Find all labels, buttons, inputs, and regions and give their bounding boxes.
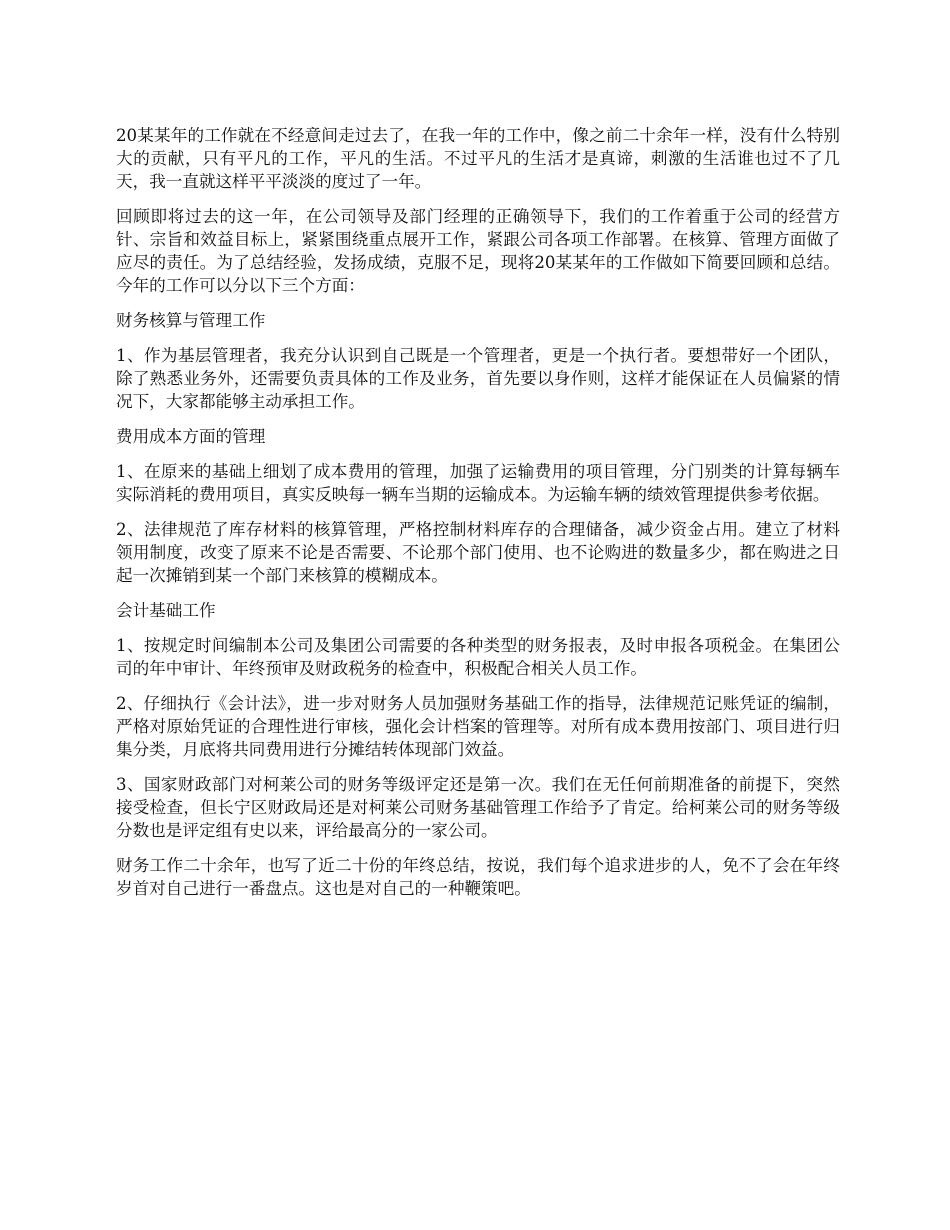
- section-heading-accounting-basics: 会计基础工作: [116, 601, 216, 620]
- closing-paragraph: 财务工作二十余年，也写了近二十份的年终总结，按说，我们每个追求进步的人，免不了会在年终岁首对自己进行一番盘点。这也是对自己的一种鞭策吧。: [116, 856, 840, 898]
- document-page: [116, 124, 840, 912]
- section-heading-cost-management: 费用成本方面的管理: [116, 427, 266, 446]
- accounting-basics-item-2: 2、仔细执行《会计法》，进一步对财务人员加强财务基础工作的指导，法律规范记账凭证的编制，严格对原始凭证的合理性进行审核，强化会计档案的管理等。对所有成本费用按部门、项目进行归集分类，月底将共同费用进行分摊结转体现部门效益。: [116, 694, 840, 759]
- accounting-basics-item-1: 1、按规定时间编制本公司及集团公司需要的各种类型的财务报表，及时申报各项税金。在集团公司的年中审计、年终预审及财政税务的检查中，积极配合相关人员工作。: [116, 636, 840, 678]
- accounting-management-item-1: 1、作为基层管理者，我充分认识到自己既是一个管理者，更是一个执行者。要想带好一个团队，除了熟悉业务外，还需要负责具体的工作及业务，首先要以身作则，这样才能保证在人员偏紧的情况下，大家都能够主动承担工作。: [116, 346, 840, 411]
- cost-management-item-1: 1、在原来的基础上细划了成本费用的管理，加强了运输费用的项目管理，分门别类的计算每辆车实际消耗的费用项目，真实反映每一辆车当期的运输成本。为运输车辆的绩效管理提供参考依据。: [116, 462, 840, 504]
- cost-management-item-2: 2、法律规范了库存材料的核算管理，严格控制材料库存的合理储备，减少资金占用。建立了材料领用制度，改变了原来不论是否需要、不论那个部门使用、也不论购进的数量多少，都在购进之日起一次摊销到某一个部门来核算的模糊成本。: [116, 520, 840, 585]
- accounting-basics-item-3: 3、国家财政部门对柯莱公司的财务等级评定还是第一次。我们在无任何前期准备的前提下，突然接受检查，但长宁区财政局还是对柯莱公司财务基础管理工作给予了肯定。给柯莱公司的财务等级分数也是评定组有史以来，评给最高分的一家公司。: [116, 775, 840, 840]
- review-paragraph: 回顾即将过去的这一年，在公司领导及部门经理的正确领导下，我们的工作着重于公司的经营方针、宗旨和效益目标上，紧紧围绕重点展开工作，紧跟公司各项工作部署。在核算、管理方面做了应尽的责任。为了总结经验，发扬成绩，克服不足，现将20某某年的工作做如下简要回顾和总结。今年的工作可以分以下三个方面：: [116, 207, 840, 295]
- section-heading-accounting-management: 财务核算与管理工作: [116, 311, 266, 330]
- intro-paragraph: 20某某年的工作就在不经意间走过去了，在我一年的工作中，像之前二十余年一样，没有什么特别大的贡献，只有平凡的工作，平凡的生活。不过平凡的生活才是真谛，刺激的生活谁也过不了几天，我一直就这样平平淡淡的度过了一年。: [116, 126, 840, 191]
